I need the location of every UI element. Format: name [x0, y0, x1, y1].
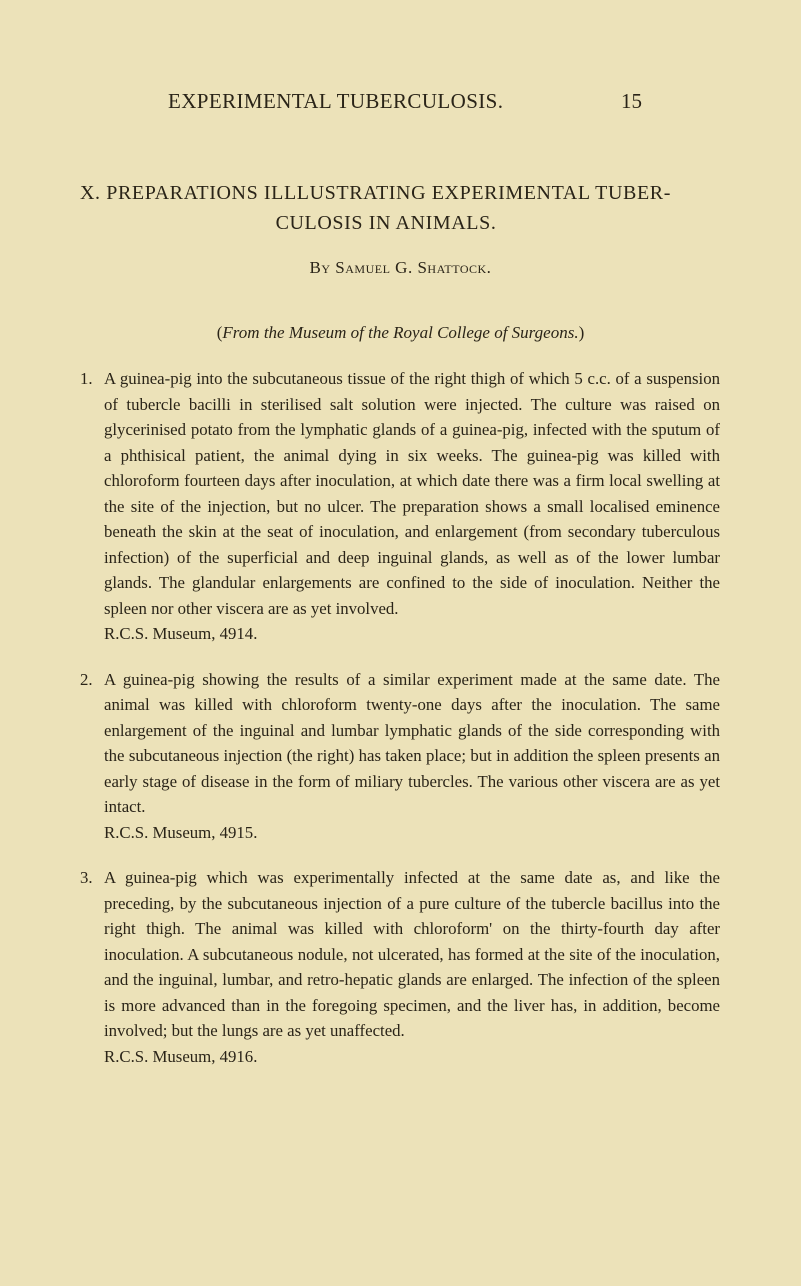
source-note: (From the Museum of the Royal College of Surgeons.): [216, 323, 585, 342]
running-title: EXPERIMENTAL TUBERCULOSIS.: [168, 89, 504, 113]
list-item: [80, 366, 720, 647]
author-byline: By Samuel G. Shattock.: [309, 258, 492, 277]
item-description: A guinea-pig which was experimentally infected at the same date as, and like the preceding, by the subcutaneous injection of a pure culture of the tubercle bacillus into the right thigh. The animal was killed with chloroform' on the thirty-fourth day after inoculation. A subcutaneous nodule, not ulcerated, has formed at the site of the inoculation, and the inguinal, lumbar, and retro-hepatic glands are enlarged. The infection of the spleen is more advanced than in the foregoing specimen, and the liver has, in addition, become involved; but the lungs are as yet unaffected.: [104, 868, 720, 1040]
item-description: A guinea-pig showing the results of a similar experiment made at the same date. The animal was killed with chloroform twenty-one days after the inoculation. The same enlargement of the inguinal and lumbar lymphatic glands of the side corresponding with the subcutaneous injection (the right) has taken place; but in addition the spleen presents an early stage of disease in the form of miliary tubercles. The various other viscera are as yet intact.: [104, 669, 720, 816]
section-title-line-2: CULOSIS IN ANIMALS.: [275, 212, 497, 234]
section-title-line-1: X. PREPARATIONS ILLLUSTRATING EXPERIMENTAL TUBER-: [80, 182, 671, 204]
section-title: [80, 178, 720, 238]
item-description: A guinea-pig into the subcutaneous tissue of the right thigh of which 5 c.c. of a suspension of tubercle bacilli in sterilised salt solution were injected. The culture was raised on glycerinised potato from the lymphatic glands of a guinea-pig, infected with the sputum of a phthisical patient, the animal dying in six weeks. The guinea-pig was killed with chloroform fourteen days after inoculation, at which date there was a firm local swelling at the site of the injection, but no ulcer. The preparation shows a small localised eminence beneath the skin at the seat of inoculation, and enlargement (from secondary tuberculous infection) of the superficial and deep inguinal glands, as well as of the lower lumbar glands. The glandular enlargements are confined to the side of inoculation. Neither the spleen nor other viscera are as yet involved.: [104, 369, 720, 618]
item-number: 2.: [80, 669, 93, 689]
list-item: [80, 865, 720, 1069]
list-item: [80, 667, 720, 846]
running-header: [0, 89, 801, 119]
museum-reference: R.C.S. Museum, 4914.: [104, 624, 258, 643]
specimen-list: [80, 366, 720, 1069]
museum-reference: R.C.S. Museum, 4916.: [104, 1046, 258, 1066]
item-number: 3.: [80, 868, 93, 887]
item-number: 1.: [80, 369, 93, 388]
page-number: 15: [621, 89, 642, 113]
museum-reference: R.C.S. Museum, 4915.: [104, 822, 258, 842]
